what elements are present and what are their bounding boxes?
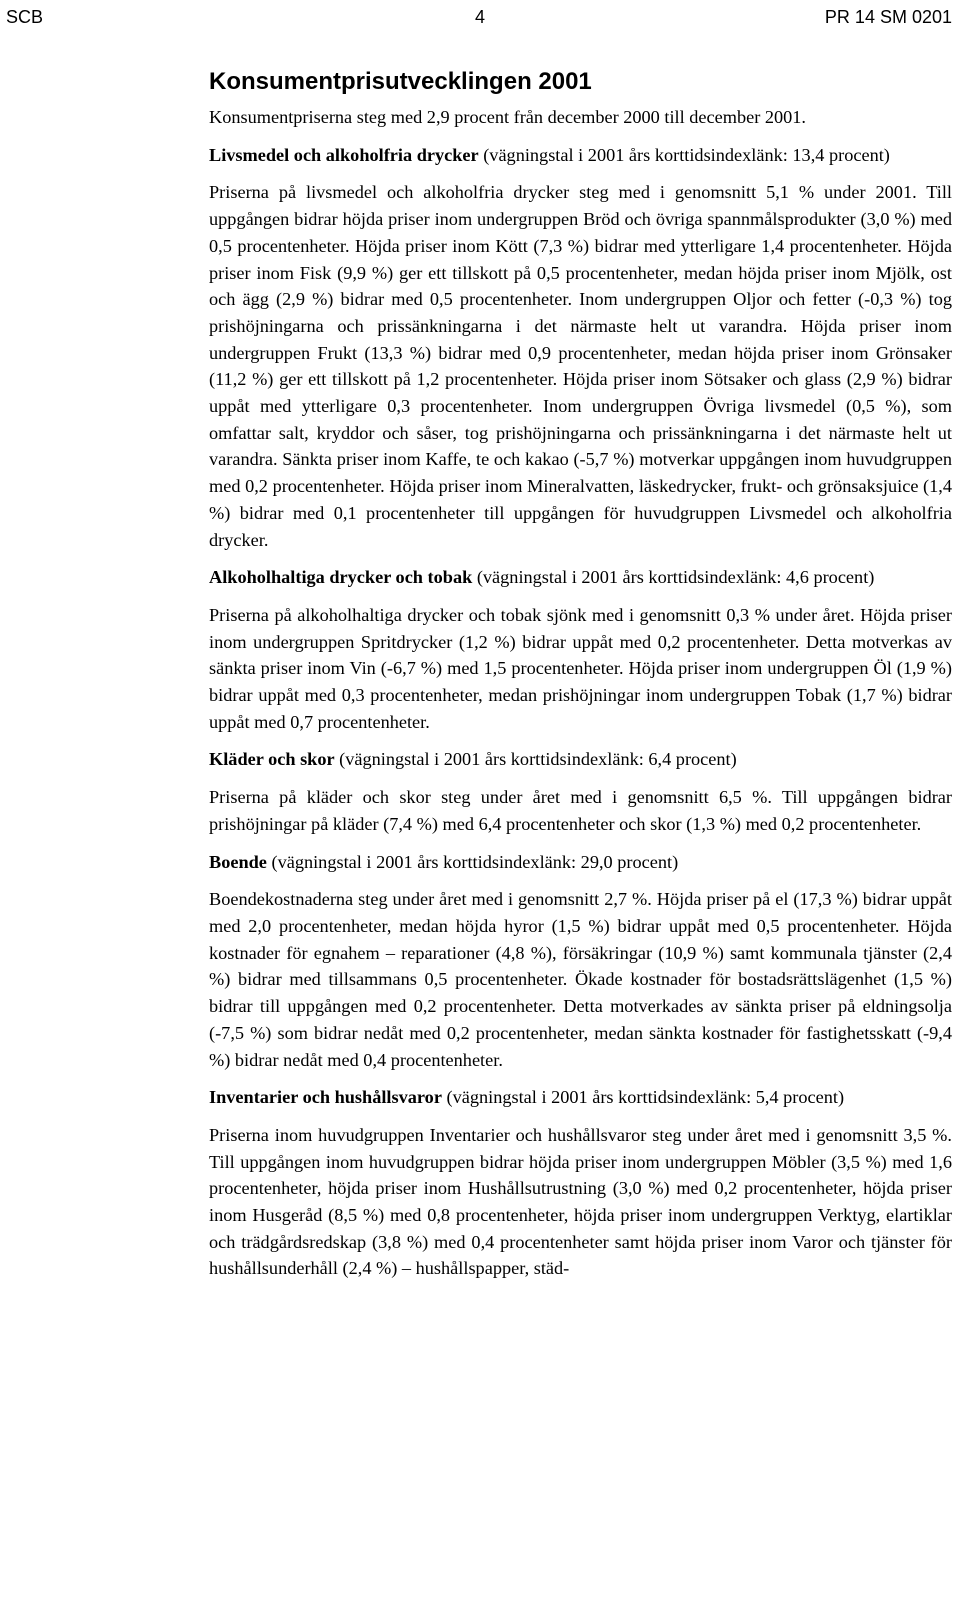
- page-number: 4: [474, 7, 485, 27]
- section-weight: (vägningstal i 2001 års korttidsindexlänk: 6,4 procent): [334, 749, 737, 770]
- section-body-inventarier: Priserna inom huvudgruppen Inventarier och hushållsvaror steg under året med i genomsnitt 3,5 %. Till uppgången inom huvudgruppen bidrar höjda priser inom undergruppen Möbler (3,5 %) med 1,6 procentenheter, höjda priser inom Hushållsutrustning (3,0 %) med 0,2 procentenheter, höjda priser inom Husgeråd (8,5 %) med 0,8 procentenheter, höjda priser inom undergruppen Verktyg, elartiklar och trädgårdsredskap (3,8 %) med 0,4 procentenheter samt höjda priser inom Varor och tjänster för hushållsunderhåll (2,4 %) – hushållspapper, städ-: [209, 1124, 952, 1279]
- section-heading-alkohol: [209, 564, 952, 591]
- section-heading-boende: [209, 849, 952, 876]
- section-weight: (vägningstal i 2001 års korttidsindexlänk: 13,4 procent): [478, 144, 890, 165]
- section-body-klader: Priserna på kläder och skor steg under året med i genomsnitt 6,5 %. Till uppgången bidrar prishöjningar på kläder (7,4 %) med 6,4 procentenheter och skor (1,3 %) med 0,2 procentenheter.: [209, 787, 952, 834]
- document-body: [209, 66, 952, 1282]
- section-body-livsmedel: Priserna på livsmedel och alkoholfria drycker steg med i genomsnitt 5,1 % under 2001. Till uppgången bidrar höjda priser inom undergruppen Bröd och övriga spannmålsprodukter (3,0 %) med 0,5 procentenheter. Höjda priser inom Kött (7,3 %) bidrar med ytterligare 1,4 procentenheter. Höjda priser inom Fisk (9,9 %) ger ett tillskott på 0,5 procentenheter, medan höjda priser inom Mjölk, ost och ägg (2,9 %) bidrar med 0,5 procentenheter. Inom undergruppen Oljor och fetter (-0,3 %) tog prishöjningarna och prissänkningarna i det närmaste helt ut varandra. Höjda priser inom undergruppen Frukt (13,3 %) bidrar med 0,9 procentenheter, medan höjda priser inom Grönsaker (11,2 %) ger ett tillskott på 1,2 procentenheter. Höjda priser inom Sötsaker och glass (2,9 %) bidrar uppåt med ytterligare 0,3 procentenheter. Inom undergruppen Övriga livsmedel (0,5 %), som omfattar salt, kryddor och såser, tog prishöjningarna och prissänkningarna i det närmaste helt ut varandra. Sänkta priser inom Kaffe, te och kakao (-5,7 %) motverkar uppgången inom huvudgruppen med 0,2 procentenheter. Höjda priser inom Mineralvatten, läskedrycker, frukt- och grönsaksjuice (1,4 %) bidrar med 0,1 procentenheter till uppgången för huvudgruppen Livsmedel och alkoholfria drycker.: [209, 182, 952, 550]
- section-weight: (vägningstal i 2001 års korttidsindexlänk: 29,0 procent): [266, 851, 679, 872]
- header-left: SCB: [6, 7, 44, 27]
- section-heading-livsmedel: [209, 142, 952, 169]
- section-weight: (vägningstal i 2001 års korttidsindexlänk: 4,6 procent): [472, 567, 875, 588]
- section-title: Livsmedel och alkoholfria drycker: [209, 144, 479, 165]
- section-body-boende: Boendekostnaderna steg under året med i genomsnitt 2,7 %. Höjda priser på el (17,3 %) bidrar uppåt med 2,0 procentenheter, medan höjda hyror (1,5 %) bidrar uppåt med 0,5 procentenheter. Höjda kostnader för egnahem – reparationer (4,8 %), försäkringar (10,9 %) samt kommunala tjänster (2,4 %) bidrar med tillsammans 0,5 procentenheter. Ökade kostnader för bostadsrättslägenhet (1,5 %) bidrar till uppgången med 0,2 procentenheter. Detta motverkades av sänkta priser på eldningsolja (-7,5 %) som bidrar nedåt med 0,2 procentenheter, medan sänkta kostnader för fastighetsskatt (-9,4 %) bidrar nedåt med 0,4 procentenheter.: [209, 889, 952, 1070]
- section-body-alkohol: Priserna på alkoholhaltiga drycker och tobak sjönk med i genomsnitt 0,3 % under året. Höjda priser inom undergruppen Spritdrycker (1,2 %) bidrar uppåt med 0,2 procentenheter. Detta motverkas av sänkta priser inom Vin (-6,7 %) med 1,5 procentenheter. Höjda priser inom undergruppen Öl (1,9 %) bidrar uppåt med 0,3 procentenheter, medan prishöjningar inom undergruppen Tobak (1,7 %) bidrar uppåt med 0,7 procentenheter.: [209, 604, 952, 732]
- section-title: Inventarier och hushållsvaror: [209, 1087, 442, 1108]
- section-title: Kläder och skor: [209, 749, 335, 770]
- intro-paragraph: Konsumentpriserna steg med 2,9 procent från december 2000 till december 2001.: [209, 107, 806, 127]
- section-title: Alkoholhaltiga drycker och tobak: [209, 567, 473, 588]
- section-heading-inventarier: [209, 1084, 952, 1111]
- section-title: Boende: [209, 851, 267, 872]
- section-weight: (vägningstal i 2001 års korttidsindexlänk: 5,4 procent): [441, 1087, 845, 1108]
- page-title: Konsumentprisutvecklingen 2001: [209, 68, 592, 95]
- header-right: PR 14 SM 0201: [824, 7, 952, 27]
- section-heading-klader: [209, 746, 952, 773]
